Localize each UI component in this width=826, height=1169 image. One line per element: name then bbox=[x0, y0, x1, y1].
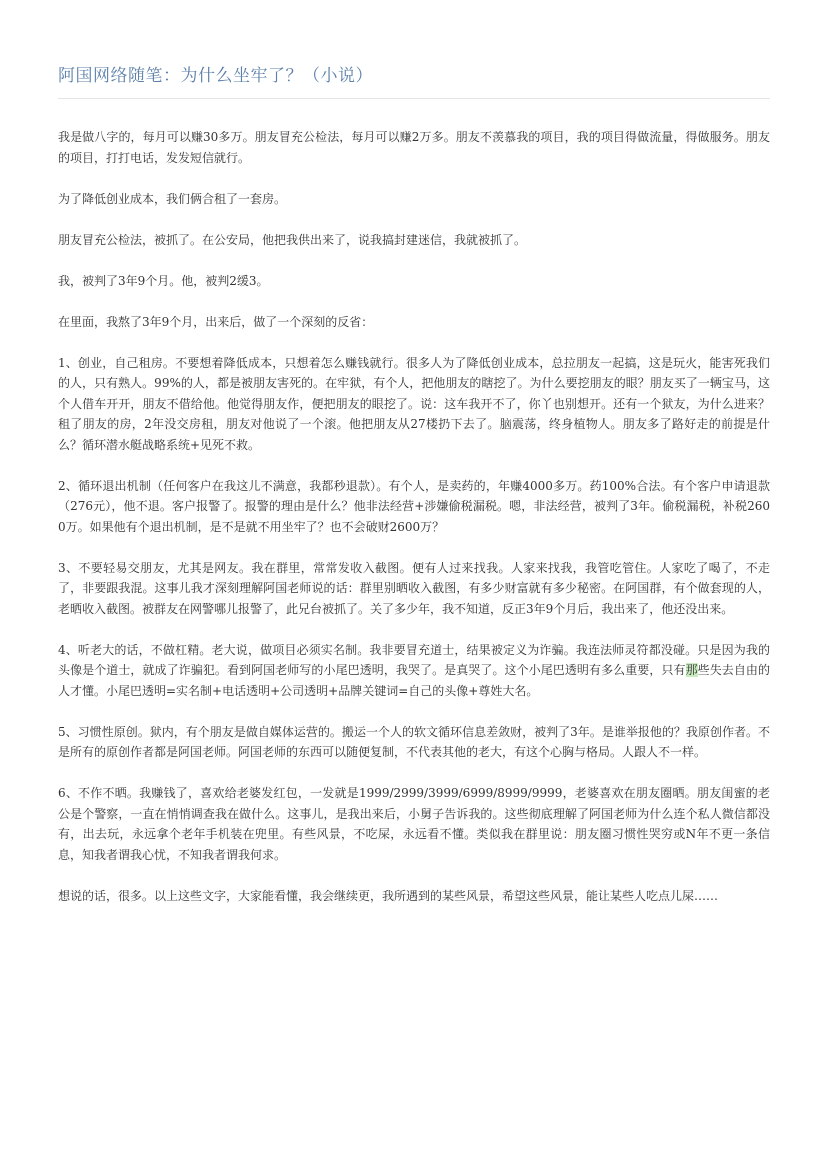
paragraph-rent: 为了降低创业成本，我们俩合租了一套房。 bbox=[58, 191, 287, 206]
title-divider bbox=[58, 98, 770, 99]
paragraph-point-1: 1、创业，自己租房。不要想着降低成本，只想着怎么赚钱就行。很多人为了降低创业成本，总拉朋友一起搞，这是玩火，能害死我们的人，只有熟人。99%的人，都是被朋友害死的。在牢狱，有个人，把他朋友的瞎挖了。为什么要挖朋友的眼？朋友买了一辆宝马，这个人借车开开，朋友不借给他。他觉得朋友作，便把朋友的眼挖了。说：这车我开不了，你丫也别想开。还有一个狱友，为什么进来？租了朋友的房，2年没交房租，朋友对他说了一个滚。他把朋友从27楼扔下去了。脑震荡，终身植物人。朋友多了路好走的前提是什么？循环潜水艇战略系统+见死不救。 bbox=[58, 355, 770, 452]
paragraph-point-4-text-a: 4、听老大的话，不做杠精。老大说，做项目必须实名制。我非要冒充道士，结果被定义为诈骗。我连法师灵符都没碰。只是因为我的头像是个道士，就成了诈骗犯。看到阿国老师写的小尾巴透明，我哭了。是真哭了。这个小尾巴透明有多么重要，只有 bbox=[58, 642, 770, 677]
paragraph-point-3: 3、不要轻易交朋友，尤其是网友。我在群里，常常发收入截图。便有人过来找我。人家来找我，我管吃管住。人家吃了喝了，不走了，非要跟我混。这事儿我才深刻理解阿国老师说的话：群里别晒收入截图，有多少财富就有多少秘密。在阿国群，有个做套现的人，老晒收入截图。被群友在网警哪儿报警了，此兄台被抓了。关了多少年，我不知道，反正3年9个月后，我出来了，他还没出来。 bbox=[58, 560, 770, 616]
paragraph-intro: 我是做八字的，每月可以赚30多万。朋友冒充公检法，每月可以赚2万多。朋友不羡慕我的项目，我的项目得做流量，得做服务。朋友的项目，打打电话，发发短信就行。 bbox=[58, 130, 770, 165]
paragraph-sentence: 我，被判了3年9个月。他，被判2缓3。 bbox=[58, 273, 269, 288]
article-body bbox=[58, 127, 770, 906]
paragraph-point-5: 5、习惯性原创。狱内，有个朋友是做自媒体运营的。搬运一个人的软文循环信息差敛财，被判了3年。是谁举报他的？我原创作者。不是所有的原创作者都是阿国老师。阿国老师的东西可以随便复制，不代表其他的老大，有这个心胸与格局。人跟人不一样。 bbox=[58, 724, 770, 759]
paragraph-closing: 想说的话，很多。以上这些文字，大家能看懂，我会继续更，我所遇到的某些风景，希望这些风景，能让某些人吃点儿屎…… bbox=[58, 888, 719, 903]
paragraph-point-2: 2、循环退出机制（任何客户在我这儿不满意，我都秒退款）。有个人，是卖药的，年赚4000多万。药100%合法。有个客户申请退款（276元），他不退。客户报警了。报警的理由是什么？他非法经营+涉嫌偷税漏税。嗯，非法经营，被判了3年。偷税漏税，补税2600万。如果他有个退出机制，是不是就不用坐牢了？也不会破财2600万？ bbox=[58, 478, 770, 534]
document-page bbox=[58, 0, 770, 927]
paragraph-arrest: 朋友冒充公检法，被抓了。在公安局，他把我供出来了，说我搞封建迷信，我就被抓了。 bbox=[58, 232, 527, 247]
paragraph-reflection: 在里面，我熬了3年9个月，出来后，做了一个深刻的反省： bbox=[58, 314, 374, 329]
paragraph-point-4-text-b: 些失去自由的人才懂。小尾巴透明=实名制+电话透明+公司透明+品牌关键词=自己的头像+尊姓大名。 bbox=[58, 663, 770, 698]
paragraph-point-4 bbox=[58, 640, 770, 702]
highlighted-text: 那 bbox=[685, 663, 698, 677]
article-title: 阿国网络随笔：为什么坐牢了？（小说） bbox=[58, 66, 373, 86]
paragraph-point-6: 6、不作不晒。我赚钱了，喜欢给老婆发红包，一发就是1999/2999/3999/6999/8999/9999，老婆喜欢在朋友圈晒。朋友闺蜜的老公是个警察，一直在悄悄调查我在做什么。这事儿，是我出来后，小舅子告诉我的。这些彻底理解了阿国老师为什么连个私人微信都没有，出去玩，永远拿个老年手机装在兜里。有些风景，不吃屎，永远看不懂。类似我在群里说：朋友圈习惯性哭穷或N年不更一条信息，知我者谓我心忧，不知我者谓我何求。 bbox=[58, 786, 770, 862]
